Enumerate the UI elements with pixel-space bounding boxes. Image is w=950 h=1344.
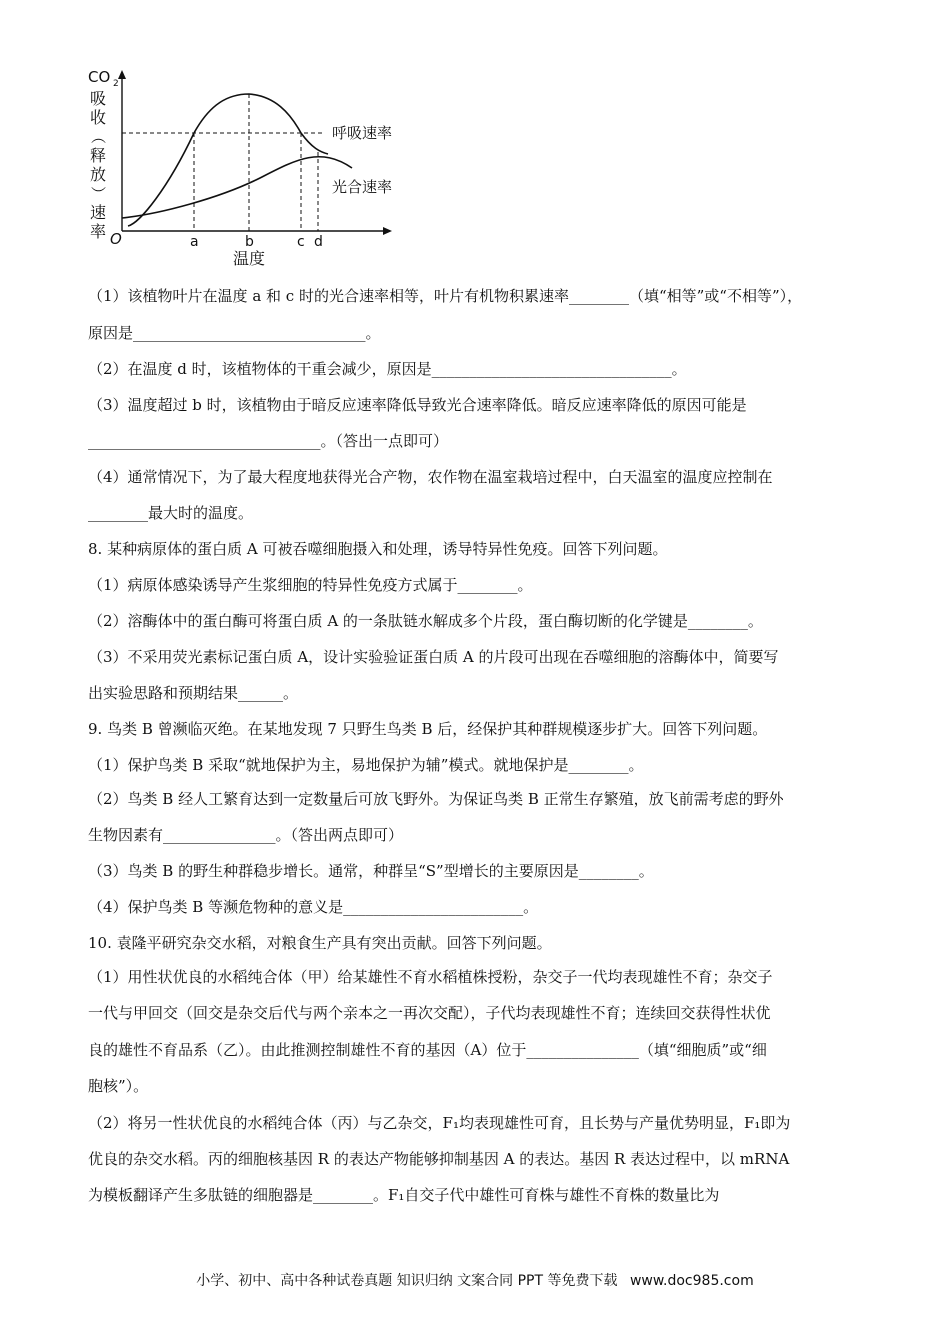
footer-text: 小学、初中、高中各种试卷真题 知识归纳 文案合同 PPT 等免费下载 bbox=[196, 1273, 618, 1289]
text-line: 胞核”）。 bbox=[88, 1077, 149, 1095]
y-label-co: CO bbox=[88, 68, 111, 86]
y-label-8: 率 bbox=[90, 222, 107, 241]
text-line: （1）保护鸟类 B 采取“就地保护为主，易地保护为辅”模式。就地保护是________。 bbox=[88, 756, 644, 774]
text-line: 原因是_______________________________。 bbox=[88, 324, 381, 342]
question-8-title: 8. 某种病原体的蛋白质 A 可被吞噬细胞摄入和处理，诱导特异性免疫。回答下列问题。 bbox=[88, 540, 668, 558]
text-line: （2）将另一性状优良的水稻纯合体（丙）与乙杂交，F₁均表现雄性可育，且长势与产量优势明显，F₁即为 bbox=[88, 1114, 791, 1132]
text-line: 生物因素有_______________。（答出两点即可） bbox=[88, 826, 404, 844]
text-line: （1）用性状优良的水稻纯合体（甲）给某雄性不育水稻植株授粉，杂交子一代均表现雄性不育；杂交子 bbox=[88, 968, 773, 986]
y-label-5: 放 bbox=[90, 165, 107, 184]
text-line: （2）溶酶体中的蛋白酶可将蛋白质 A 的一条肽链水解成多个片段，蛋白酶切断的化学键是________。 bbox=[88, 612, 763, 630]
text-line: （2）鸟类 B 经人工繁育达到一定数量后可放飞野外。为保证鸟类 B 正常生存繁殖，放飞前需考虑的野外 bbox=[88, 790, 784, 808]
rate-temperature-chart bbox=[80, 68, 430, 268]
text-line: （4）通常情况下，为了最大程度地获得光合产物，农作物在温室栽培过程中，白天温室的温度应控制在 bbox=[88, 468, 773, 486]
page-footer bbox=[0, 1270, 950, 1290]
y-label-2: 收 bbox=[90, 108, 107, 127]
text-line: 良的雄性不育品系（乙）。由此推测控制雄性不育的基因（A）位于_______________（填“细胞质”或“细 bbox=[88, 1041, 767, 1059]
tick-a: a bbox=[190, 234, 199, 250]
text-line: （3）鸟类 B 的野生种群稳步增长。通常，种群呈“S”型增长的主要原因是________。 bbox=[88, 862, 654, 880]
x-axis-label: 温度 bbox=[233, 249, 266, 268]
text-line: （1）病原体感染诱导产生浆细胞的特异性免疫方式属于________。 bbox=[88, 576, 533, 594]
footer-url[interactable]: www.doc985.com bbox=[629, 1273, 754, 1289]
text-line: （3）不采用荧光素标记蛋白质 A，设计实验验证蛋白质 A 的片段可出现在吞噬细胞的溶酶体中，简要写 bbox=[88, 648, 779, 666]
text-line: （2）在温度 d 时，该植物体的干重会减少，原因是________________________________。 bbox=[88, 360, 687, 378]
text-line: _______________________________。（答出一点即可） bbox=[88, 432, 449, 450]
chart-svg bbox=[80, 68, 430, 268]
question-9-title: 9. 鸟类 B 曾濒临灭绝。在某地发现 7 只野生鸟类 B 后，经保护其种群规模逐步扩大。回答下列问题。 bbox=[88, 720, 768, 738]
text-line: 一代与甲回交（回交是杂交后代与两个亲本之一再次交配），子代均表现雄性不育；连续回交获得性状优 bbox=[88, 1004, 771, 1022]
tick-c: c bbox=[297, 234, 305, 250]
text-line: 为模板翻译产生多肽链的细胞器是________。F₁自交子代中雄性可育株与雄性不育株的数量比为 bbox=[88, 1186, 720, 1204]
x-axis-arrow bbox=[383, 227, 392, 235]
text-line: 出实验思路和预期结果______。 bbox=[88, 684, 299, 702]
text-line: （4）保护鸟类 B 等濒危物种的意义是________________________。 bbox=[88, 898, 539, 916]
text-line: （1）该植物叶片在温度 a 和 c 时的光合速率相等，叶片有机物积累速率________（填“相等”或“不相等”）， bbox=[88, 287, 803, 305]
curve1-label: 呼吸速率 bbox=[332, 124, 393, 142]
y-label-1: 吸 bbox=[90, 89, 107, 108]
y-label-4: 释 bbox=[90, 146, 107, 165]
text-line: 优良的杂交水稻。丙的细胞核基因 R 的表达产物能够抑制基因 A 的表达。基因 R 表达过程中，以 mRNA bbox=[88, 1150, 790, 1168]
y-label-3: （ bbox=[89, 129, 107, 145]
text-line: （3）温度超过 b 时，该植物由于暗反应速率降低导致光合速率降低。暗反应速率降低的原因可能是 bbox=[88, 396, 747, 414]
y-label-6: ） bbox=[89, 186, 107, 202]
curve2-label: 光合速率 bbox=[332, 178, 393, 196]
question-10-title: 10. 袁隆平研究杂交水稻，对粮食生产具有突出贡献。回答下列问题。 bbox=[88, 934, 552, 952]
y-label-7: 速 bbox=[90, 203, 107, 222]
y-label-sub: 2 bbox=[113, 79, 119, 89]
tick-d: d bbox=[314, 234, 323, 250]
tick-b: b bbox=[245, 234, 254, 250]
origin-label: O bbox=[110, 230, 122, 248]
y-axis-arrow bbox=[118, 70, 126, 79]
text-line: ________最大时的温度。 bbox=[88, 504, 254, 522]
